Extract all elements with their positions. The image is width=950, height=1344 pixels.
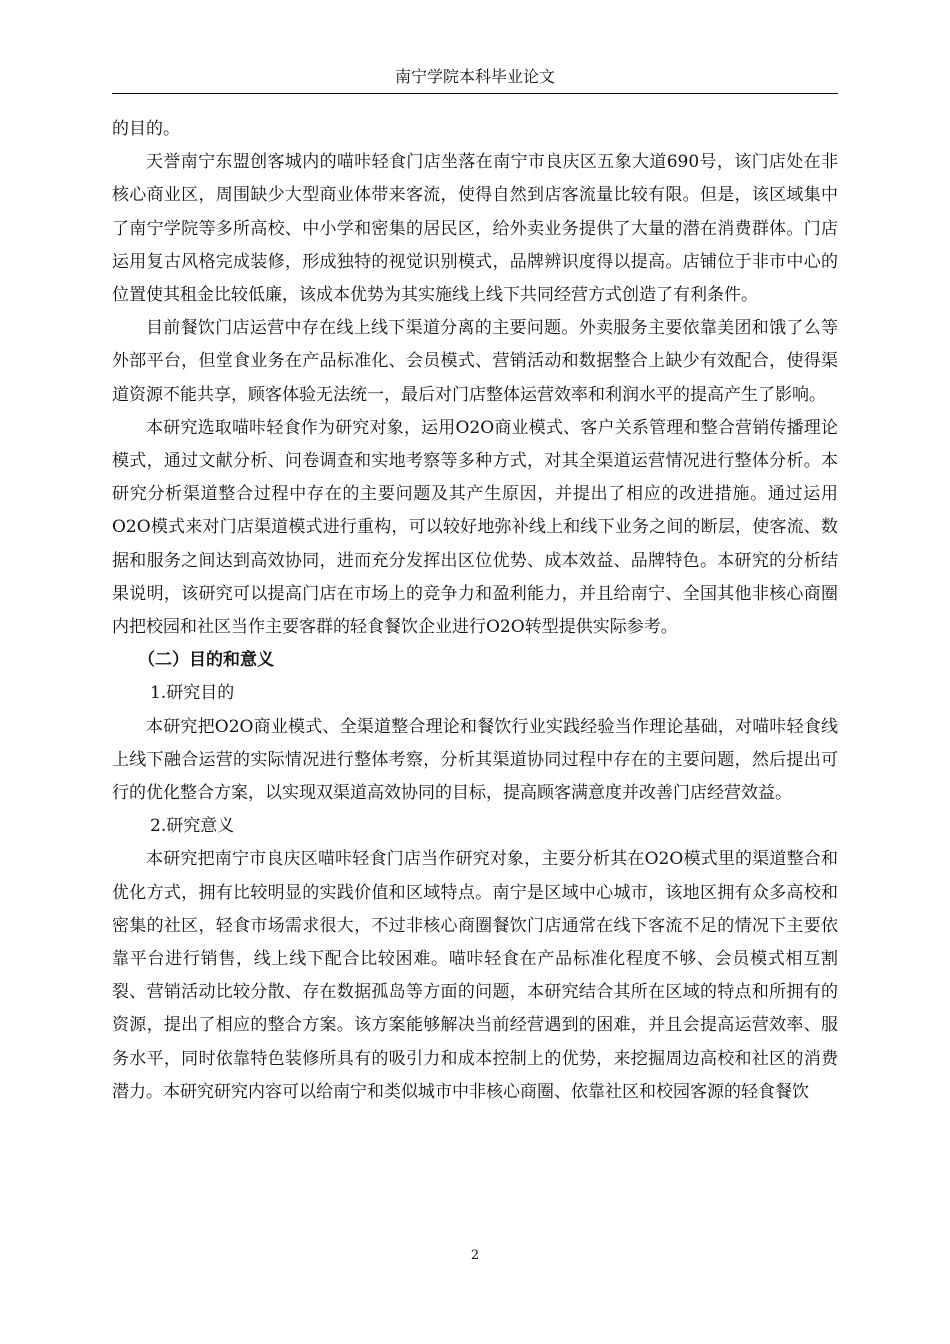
subheading-research-purpose: 1.研究目的 — [150, 683, 235, 704]
subheading-research-significance: 2.研究意义 — [150, 816, 235, 837]
paragraph-research-significance: 本研究把南宁市良庆区喵咔轻食门店当作研究对象，主要分析其在O2O模式里的渠道整合和优化方式，拥有比较明显的实践价值和区域特点。南宁是区域中心城市，该地区拥有众多高校和密集的社区，轻食市场需求很大，不过非核心商圈餐饮门店通常在线下客流不足的情况下主要依靠平台进行销售，线上线下配合比较困难。喵咔轻食在产品标准化程度不够、会员模式相互割裂、营销活动比较分散、存在数据孤岛等方面的问题，本研究结合其所在区域的特点和所拥有的资源，提出了相应的整合方案。该方案能够解决当前经营遇到的困难，并且会提高运营效率、服务水平，同时依靠特色装修所具有的吸引力和成本控制上的优势，来挖掘周边高校和社区的消费潜力。本研究研究内容可以给南宁和类似城市中非核心商圈、依靠社区和校园客源的轻食餐饮 — [112, 849, 838, 1102]
paragraph-research-purpose: 本研究把O2O商业模式、全渠道整合理论和餐饮行业实践经验当作理论基础，对喵咔轻食线上线下融合运营的实际情况进行整体考察，分析其渠道协同过程中存在的主要问题，然后提出可行的优化整合方案，以实现双渠道高效协同的目标，提高顾客满意度并改善门店经营效益。 — [112, 716, 838, 804]
header-rule — [112, 93, 838, 94]
paragraph-store-location: 天誉南宁东盟创客城内的喵咔轻食门店坐落在南宁市良庆区五象大道690号，该门店处在非核心商业区，周围缺少大型商业体带来客流，使得自然到店客流量比较有限。但是，该区域集中了南宁学院等多所高校、中小学和密集的居民区，给外卖业务提供了大量的潜在消费群体。门店运用复古风格完成装修，形成独特的视觉识别模式，品牌辨识度得以提高。店铺位于非市中心的位置使其租金比较低廉，该成本优势为其实施线上线下共同经营方式创造了有利条件。 — [112, 152, 838, 306]
page-number: 2 — [470, 1248, 480, 1263]
body-text — [112, 113, 838, 1109]
paragraph-study-overview: 本研究选取喵咔轻食作为研究对象，运用O2O商业模式、客户关系管理和整合营销传播理论模式，通过文献分析、问卷调查和实地考察等多种方式，对其全渠道运营情况进行整体分析。本研究分析渠道整合过程中存在的主要问题及其产生原因，并提出了相应的改进措施。通过运用O2O模式来对门店渠道模式进行重构，可以较好地弥补线上和线下业务之间的断层，使客流、数据和服务之间达到高效协同，进而充分发挥出区位优势、成本效益、品牌特色。本研究的分析结果说明，该研究可以提高门店在市场上的竞争力和盈利能力，并且给南宁、全国其他非核心商圈内把校园和社区当作主要客群的轻食餐饮企业进行O2O转型提供实际参考。 — [112, 417, 838, 638]
page-header-title: 南宁学院本科毕业论文 — [394, 67, 555, 86]
paragraph-continuation: 的目的。 — [112, 119, 180, 139]
paragraph-channel-problem: 目前餐饮门店运营中存在线上线下渠道分离的主要问题。外卖服务主要依靠美团和饿了么等外部平台，但堂食业务在产品标准化、会员模式、营销活动和数据整合上缺少有效配合，使得渠道资源不能共享，顾客体验无法统一，最后对门店整体运营效率和利润水平的提高产生了影响。 — [112, 318, 838, 405]
section-heading-purpose-significance: （二）目的和意义 — [138, 650, 274, 671]
